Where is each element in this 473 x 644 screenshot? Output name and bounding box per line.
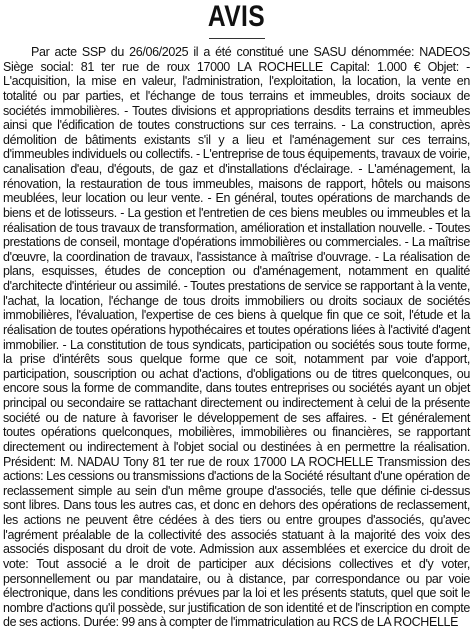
notice-body: Par acte SSP du 26/06/2025 il a été constitué une SASU dénommée: NADEOS Siège social: 81 ter rue de roux 17000 LA ROCHELLE Capital: 1.000 € Objet: - L'acquisition, la mise en valeur, l'administration, l'exploitation, la location, la vente en totalité ou par parties, et l'échange de tous terrains et immeubles, droits sociaux de sociétés immobilières. - Toutes divisions et appropriations desdits terrains et immeubles ainsi que l'édification de toutes constructions sur ces terrains. - La construction, après démolition de bâtiments existants s'il y a lieu et l'aménagement sur ces terrains, d'immeubles individuels ou collectifs. - L'entreprise de tous équipements, travaux de voirie, canalisation d'eau, d'égouts, de gaz et d'installations d'éclairage. - L'aménagement, la rénovation, la restauration de tous immeubles, maisons de rapport, hôtels ou maisons meublées, leur location ou leur vente. - En général, toutes opérations de marchands de biens et de lotisseurs. - La gestion et l'entretien de ces biens meubles ou immeubles et la réalisation de tous travaux de transformation, amélioration et installation nouvelle. - Toutes prestations de conseil, montage d'opérations immobilières ou commerciales. - La maîtrise d'œuvre, la coordination de travaux, l'assistance à maîtrise d'ouvrage. - La réalisation de plans, esquisses, études de conception ou d'aménagement, notamment en qualité d'architecte d'intérieur ou assimilé. - Toutes prestations de service se rapportant à la vente, l'achat, la location, l'échange de tous droits immobiliers ou droits sociaux de sociétés immobilières, l'évaluation, l'expertise de ces biens à quelque fin que ce soit, l'étude et la réalisation de toutes opérations hypothécaires et toutes opérations liées à l'activité d'agent immobilier. - La constitution de tous syndicats, participation ou sociétés sous toute forme, la prise d'intérêts sous quelque forme que ce soit, notamment par voie d'apport, participation, souscription ou achat d'actions, d'obligations ou de titres quelconques, ou encore sous la forme de commandite, dans toutes entreprises ou sociétés ayant un objet principal ou secondaire se rattachant directement ou indirectement à celui de la présente société ou de nature à favoriser le développement de ses affaires. - Et généralement toutes opérations quelconques, mobilières, immobilières ou financières, se rapportant directement ou indirectement à l'objet social ou destinées à en permettre la réalisation. Président: M. NADAU Tony 81 ter rue de roux 17000 LA ROCHELLE Transmission des actions: Les cessions ou transmissions d'actions de la Société résultant d'une opération de reclassement simple au sein d'un même groupe d'associés, telle que définie ci-dessus sont libres. Dans tous les autres cas, et donc en dehors des opérations de reclassement, les actions ne peuvent être cédées à des tiers ou entre groupes d'associés, qu'avec l'agrément préalable de la collectivité des associés statuant à la majorité des voix des associés disposant du droit de vote. Admission aux assemblées et exercice du droit de vote: Tout associé a le droit de participer aux décisions collectives et d'y voter, personnellement ou par mandataire, ou à distance, par correspondance ou par voie électronique, dans les conditions prévues par la loi et les présents statuts, quel que soit le nombre d'actions qu'il possède, sur justification de son identité et de l'inscription en compte de ses actions. Durée: 99 ans à compter de l'immatriculation au RCS de LA ROCHELLE: [3, 45, 470, 630]
notice-title: AVIS: [207, 0, 266, 33]
title-divider: [209, 38, 265, 39]
